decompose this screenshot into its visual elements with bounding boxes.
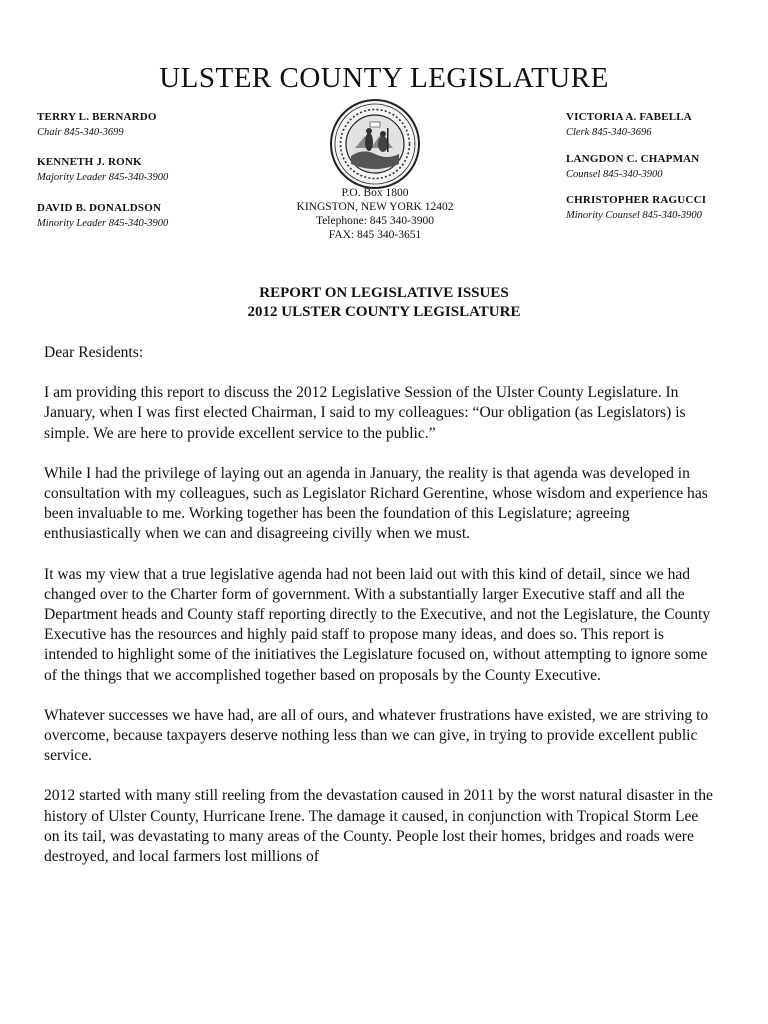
report-heading-line1: REPORT ON LEGISLATIVE ISSUES (259, 285, 509, 301)
officer-role: Minority Leader 845-340-3900 (37, 218, 169, 229)
county-seal-icon (329, 98, 421, 190)
officer-role: Chair 845-340-3699 (37, 127, 124, 138)
officer-counsel (566, 152, 699, 182)
body-paragraph: While I had the privilege of laying out an agenda in January, the reality is that agenda was developed in consultation with my colleagues, such as Legislator Richard Gerentine, whose wisdom and experience has been invaluable to me. Working together has been the foundation of this Legislature; agreeing enthusiastically when we can and disagreeing civilly when we must. (44, 464, 708, 543)
officer-role: Counsel 845-340-3900 (566, 169, 663, 180)
office-address (234, 186, 516, 242)
officer-minority-leader (37, 201, 168, 231)
body-paragraph: It was my view that a true legislative agenda had not been laid out with this kind of detail, since we had changed over to the Charter form of government. With a substantially larger Executive staff and all the Department heads and County staff reporting directly to the Executive, and not the Legislature, the County Executive has the resources and highly paid staff to propose many ideas, and does so. This report is intended to highlight some of the initiatives the Legislature focused on, without attempting to ignore some of the things that we accomplished together based on proposals by the County Executive. (44, 565, 711, 684)
officer-role: Clerk 845-340-3696 (566, 127, 652, 138)
body-paragraph: 2012 started with many still reeling from the devastation caused in 2011 by the worst natural disaster in the history of Ulster County, Hurricane Irene. The damage it caused, in conjunction with Tropical Storm Lee on its tail, was devastating to many areas of the County. People lost their homes, bridges and roads were destroyed, and local farmers lost millions of (44, 787, 713, 866)
address-city: KINGSTON, NEW YORK 12402 (296, 201, 454, 213)
officer-role: Minority Counsel 845-340-3900 (566, 210, 702, 221)
page-title: ULSTER COUNTY LEGISLATURE (159, 62, 609, 94)
officer-name: VICTORIA A. FABELLA (566, 111, 692, 123)
officer-minority-counsel (566, 193, 706, 223)
officer-majority-leader (37, 155, 168, 185)
officer-role: Majority Leader 845-340-3900 (37, 172, 169, 183)
body-paragraph: I am providing this report to discuss the 2012 Legislative Session of the Ulster County Legislature. In January, when I was first elected Chairman, I said to my colleagues: “Our obligation (as Legislators) is simple. We are here to provide excellent service to the public.” (44, 384, 686, 442)
officer-name: CHRISTOPHER RAGUCCI (566, 194, 707, 206)
officer-name: DAVID B. DONALDSON (37, 202, 162, 214)
salutation: Dear Residents: (44, 344, 144, 361)
officer-clerk (566, 110, 692, 140)
address-fax: FAX: 845 340-3651 (328, 229, 422, 241)
officer-name: KENNETH J. RONK (37, 156, 142, 168)
officer-name: TERRY L. BERNARDO (37, 111, 157, 123)
officer-chair (37, 110, 157, 140)
address-telephone: Telephone: 845 340-3900 (315, 215, 434, 227)
officer-name: LANGDON C. CHAPMAN (566, 153, 700, 165)
letter-body (44, 343, 714, 887)
body-paragraph: Whatever successes we have had, are all of ours, and whatever frustrations have existed, we are striving to overcome, because taxpayers deserve nothing less than we can give, in trying to provide excellent public service. (44, 706, 709, 765)
report-heading (0, 284, 768, 322)
address-po-box: P.O. Box 1800 (341, 187, 409, 199)
report-heading-line2: 2012 ULSTER COUNTY LEGISLATURE (247, 304, 521, 320)
